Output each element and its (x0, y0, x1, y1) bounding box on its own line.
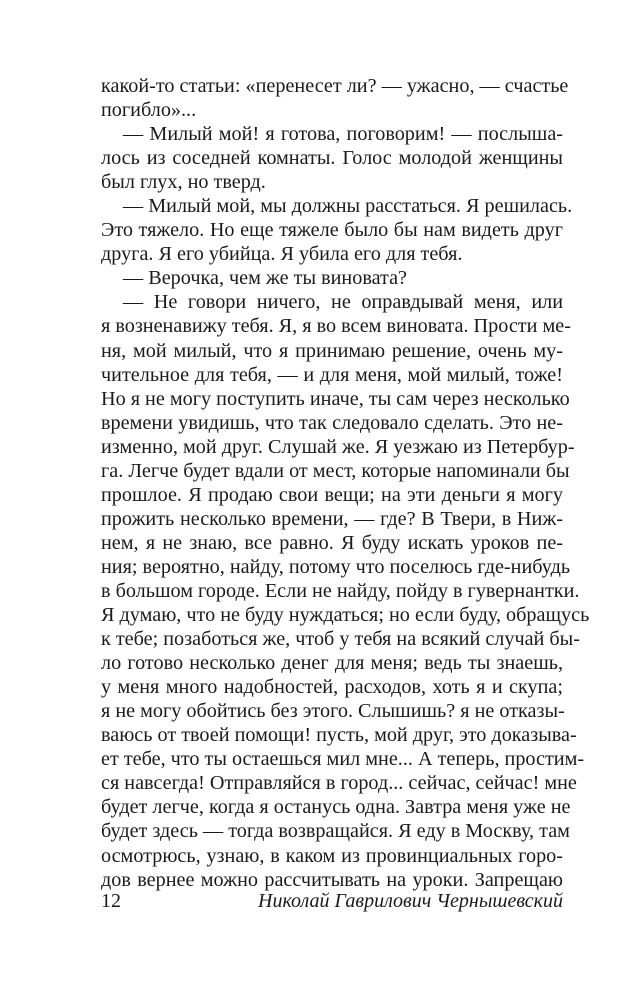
text-line: ня, мой милый, что я принимаю решение, очень му- (101, 339, 563, 362)
text-line: друга. Я его убийца. Я убила его для тебя. (101, 243, 463, 266)
text-line: какой-то статьи: «перенесет ли? — ужасно, — счастье (101, 75, 569, 97)
text-line: ваюсь от твоей помощи! пусть, мой друг, это доказыва- (101, 724, 577, 747)
text-line: я не могу обойтись без этого. Слышишь? я не отказы- (101, 700, 565, 723)
text-line: времени увидишь, что так следовало сделать. Это не- (101, 411, 563, 434)
text-line: в большом городе. Если не найду, пойду в гувернантки. (101, 579, 580, 602)
text-line: будет легче, когда я останусь одна. Завтра меня уже не (101, 796, 571, 819)
page-body (101, 74, 590, 892)
text-line: — Верочка, чем же ты виновата? (123, 267, 408, 290)
text-line: я возненавижу тебя. Я, я во всем виновата. Прости ме- (101, 315, 571, 338)
page-number: 12 (101, 890, 121, 912)
text-line: чительное для тебя, — и для меня, мой милый, тоже! (101, 363, 563, 386)
text-line: Это тяжело. Но еще тяжеле было бы нам видеть друг (101, 219, 563, 242)
text-line: Но я не могу поступить иначе, ты сам через несколько (101, 387, 570, 410)
text-line: ния; вероятно, найду, потому что поселюсь где-нибудь (101, 555, 571, 578)
text-line: прожить несколько времени, — где? В Твери, в Ниж- (101, 507, 563, 530)
text-line: прошлое. Я продаю свои вещи; на эти деньги я могу (101, 483, 563, 506)
text-line: ет тебе, что ты остаешься мил мне... А теперь, простим- (101, 748, 585, 771)
page-footer (101, 888, 563, 914)
text-line: осмотрюсь, узнаю, в каком из провинциальных горо- (101, 844, 563, 867)
text-line: — Милый мой, мы должны расстаться. Я решилась. (123, 195, 573, 218)
text-line: дов вернее можно рассчитывать на уроки. Запрещаю (101, 868, 563, 891)
text-line: ло готово несколько денег для меня; ведь ты знаешь, (101, 652, 563, 675)
running-title: Николай Гаврилович Чернышевский (258, 890, 563, 912)
text-line: — Не говори ничего, не оправдывай меня, или (123, 291, 563, 314)
text-line: лось из соседней комнаты. Голос молодой женщины (101, 147, 563, 170)
text-line: погибло»... (101, 99, 197, 122)
text-line: га. Легче будет вдали от мест, которые напоминали бы (101, 459, 570, 482)
text-line: будет здесь — тогда возвращайся. Я еду в Москву, там (101, 820, 570, 843)
text-line: — Милый мой! я готова, поговорим! — послыша- (123, 123, 563, 146)
text-line: изменно, мой друг. Слушай же. Я уезжаю из Петербур- (101, 435, 575, 458)
text-line: был глух, но тверд. (101, 171, 266, 194)
text-line: нем, я не знаю, все равно. Я буду искать уроков пе- (101, 531, 563, 554)
text-line: к тебе; позаботься же, чтоб у тебя на всякий случай бы- (101, 628, 580, 651)
text-line: Я думаю, что не буду нуждаться; но если буду, обращусь (101, 604, 590, 627)
text-line: у меня много надобностей, расходов, хоть я и скупа; (101, 676, 563, 699)
text-line: ся навсегда! Отправляйся в город... сейчас, сейчас! мне (101, 772, 577, 795)
